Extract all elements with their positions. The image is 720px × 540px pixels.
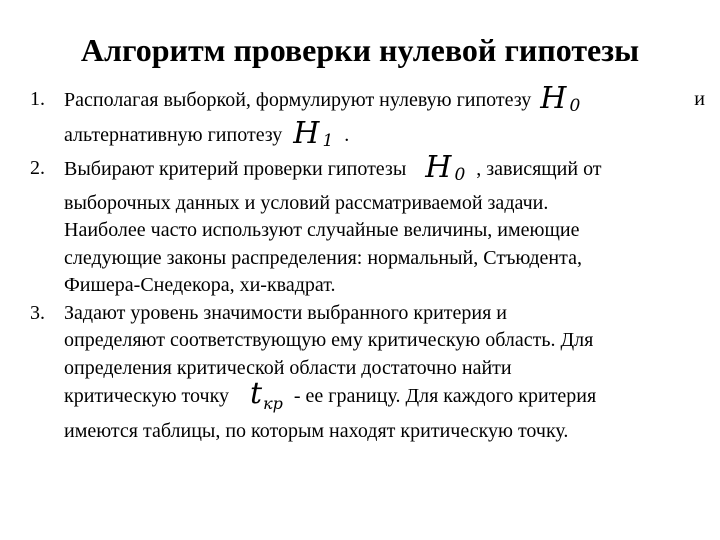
- item-text: Выбирают критерий проверки гипотезы: [64, 158, 407, 180]
- item-number: 2.: [30, 157, 45, 179]
- list-item-2: [30, 150, 705, 300]
- item-number: 3.: [30, 301, 45, 324]
- item-text: и: [694, 88, 705, 110]
- item-text: критическую точку: [64, 385, 229, 407]
- item-number: 1.: [30, 88, 45, 110]
- item-line: [64, 376, 705, 418]
- item-line: следующие законы распределения: нормальный, Стъюдента,: [64, 246, 582, 269]
- item-line: [64, 81, 705, 121]
- item-line: выборочных данных и условий рассматриваемой задачи.: [64, 191, 549, 214]
- list-item-1: [30, 81, 705, 155]
- item-line: определения критической области достаточно найти: [64, 356, 512, 379]
- item-text: .: [344, 123, 350, 146]
- algorithm-steps-list: [30, 81, 705, 445]
- item-text: альтернативную гипотезу: [64, 123, 283, 146]
- formula-h1: H $_1$: [293, 115, 334, 151]
- item-line: Задают уровень значимости выбранного критерия и: [64, 301, 507, 324]
- item-text: - ее границу. Для каждого критерия: [293, 385, 597, 407]
- formula-t-kr: $t_{кр}$: [250, 376, 283, 413]
- item-line: Наиболее часто используют случайные величины, имеющие: [64, 219, 580, 241]
- formula-h0: H $_0$: [425, 150, 466, 185]
- item-text: , зависящий от: [476, 158, 602, 180]
- slide-title: Алгоритм проверки нулевой гипотезы: [80, 32, 640, 68]
- formula-h0: H $_0$: [540, 81, 581, 116]
- item-line: Фишера-Снедекора, хи-квадрат.: [64, 274, 336, 296]
- item-text: Располагая выборкой, формулируют нулевую гипотезу: [64, 89, 532, 111]
- list-item-3: [30, 300, 705, 446]
- item-line: определяют соответствующую ему критическую область. Для: [64, 329, 594, 351]
- item-line: [64, 150, 705, 190]
- item-line: имеются таблицы, по которым находят критическую точку.: [64, 419, 569, 442]
- item-line: [64, 115, 705, 156]
